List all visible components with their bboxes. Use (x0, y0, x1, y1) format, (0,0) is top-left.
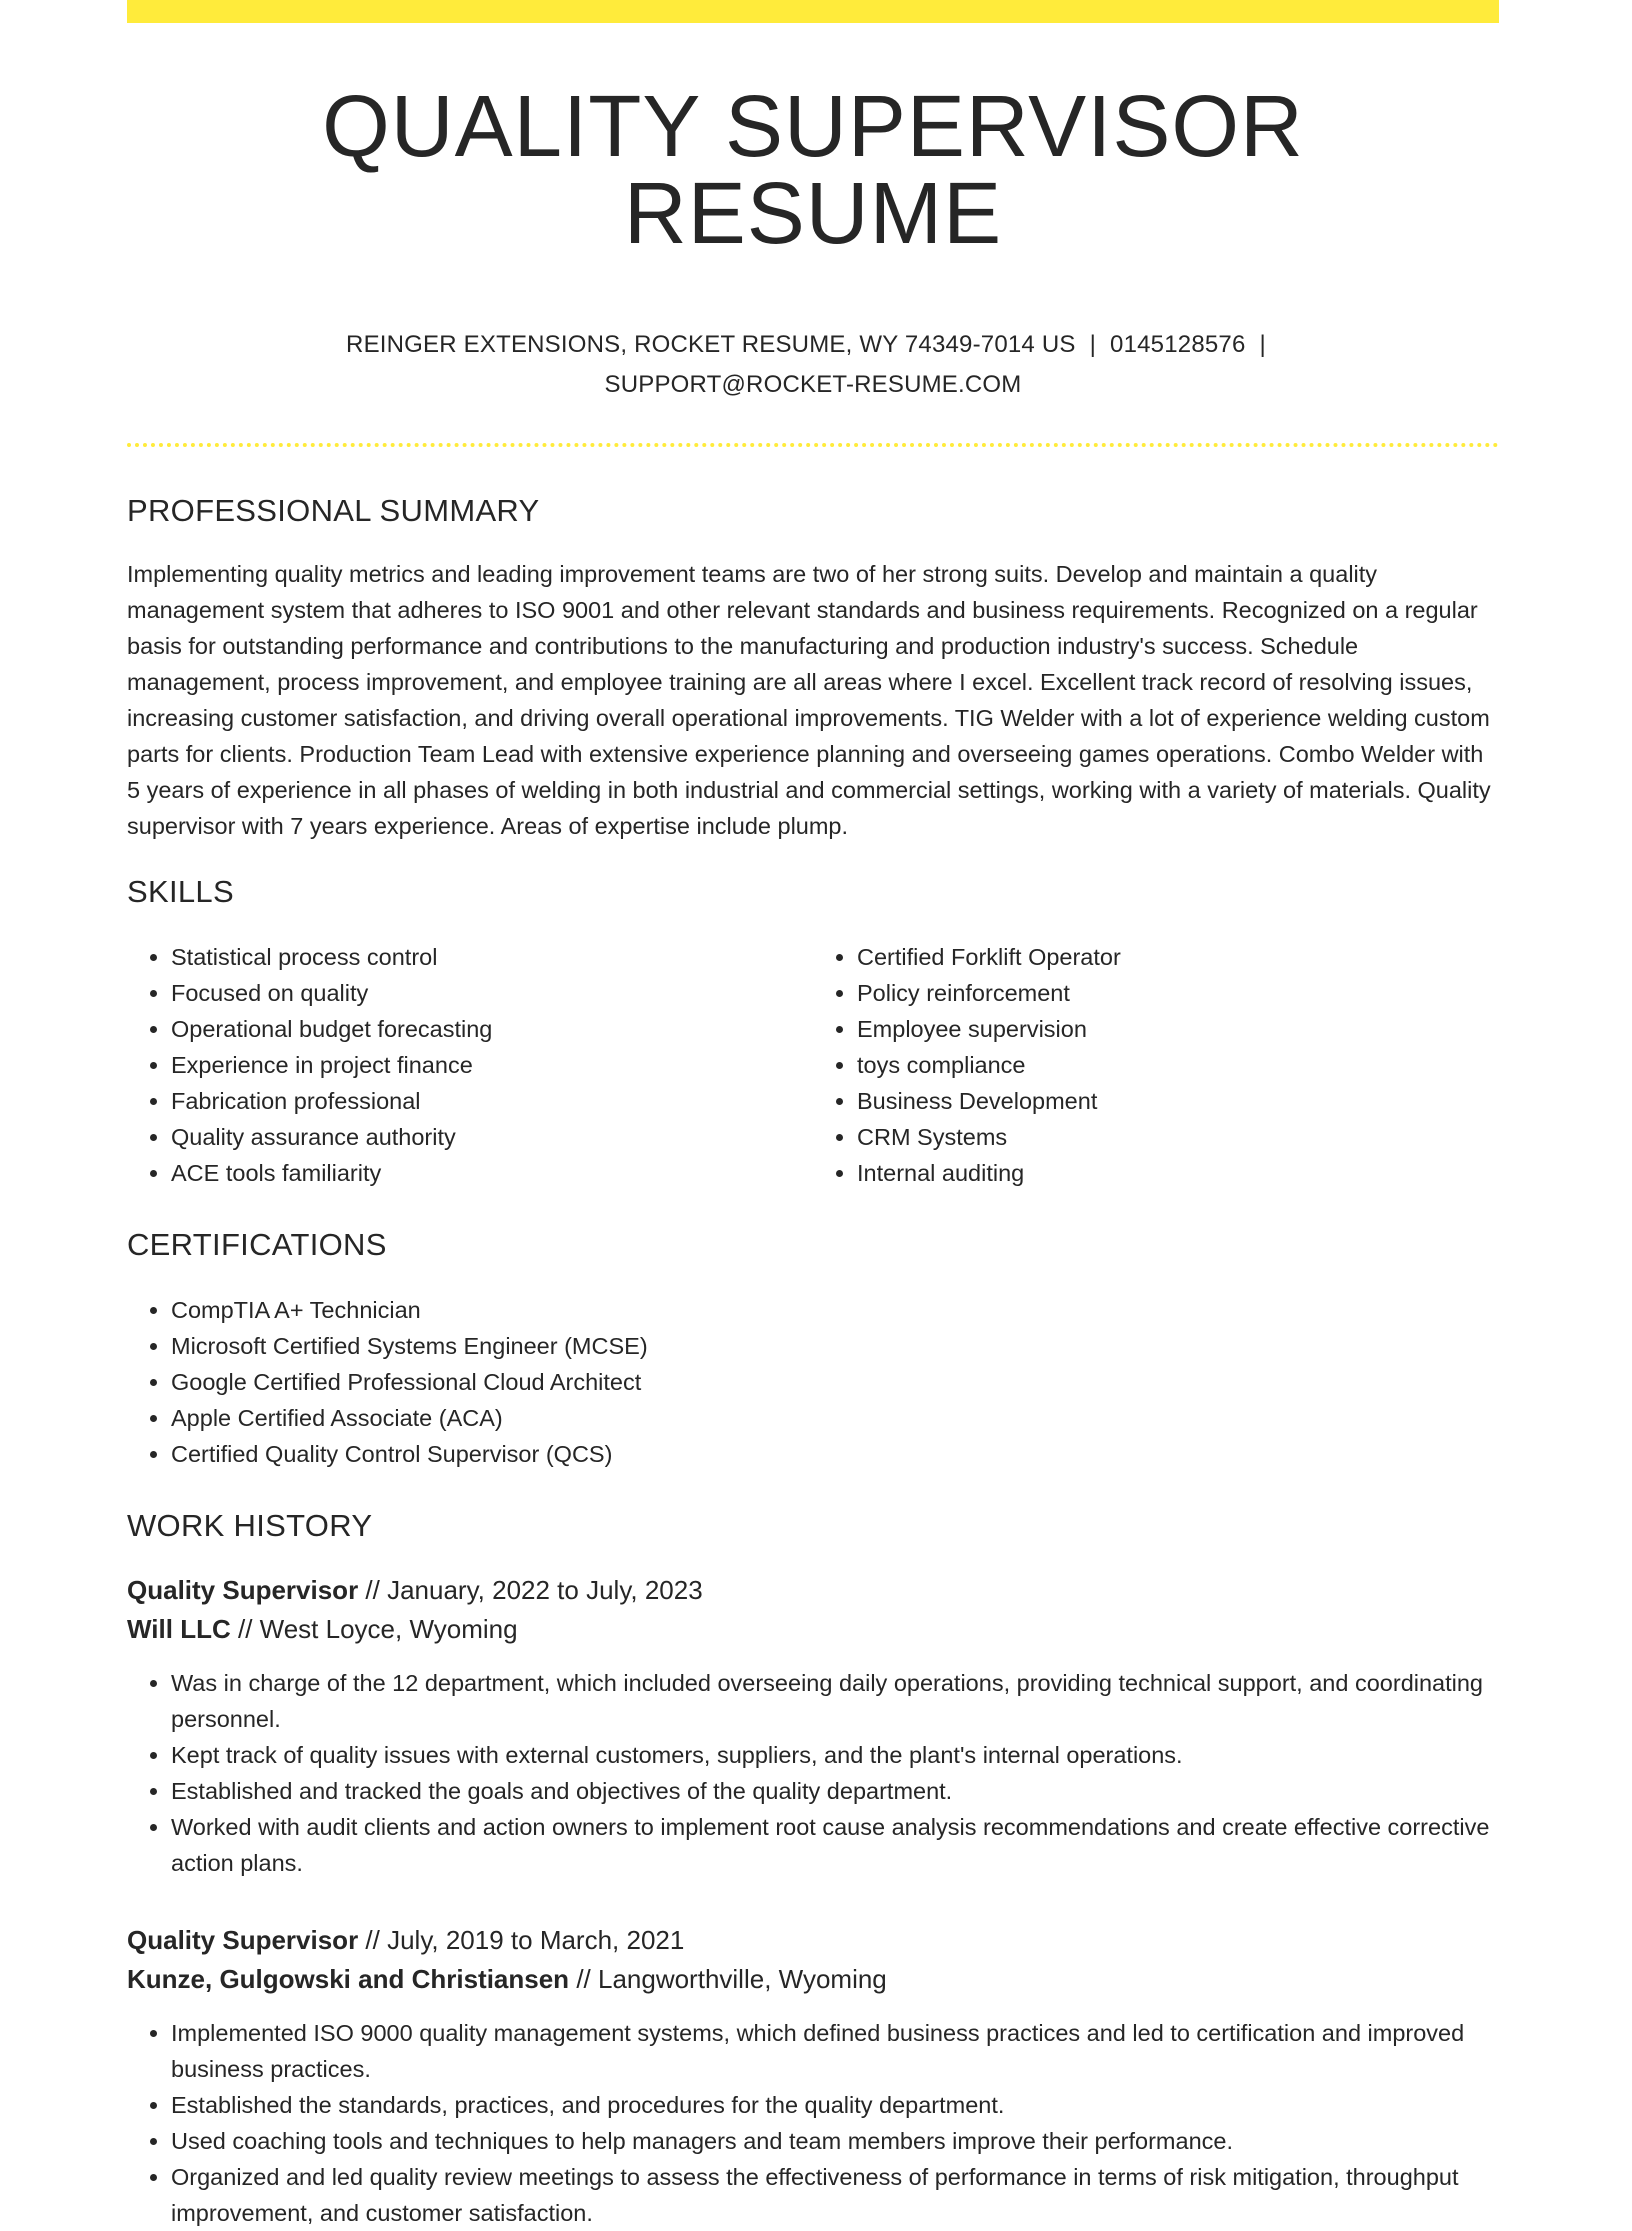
job-role-line (127, 1921, 1499, 1960)
top-accent-bar (127, 0, 1499, 23)
job-location: // West Loyce, Wyoming (237, 1614, 518, 1644)
certification-item: • Apple Certified Associate (ACA) (171, 1400, 1499, 1436)
job-bullet: • Worked with audit clients and action owners to implement root cause analysis recommendations and create effective corrective action plans. (171, 1809, 1499, 1881)
job-company-line (127, 1610, 1499, 1649)
job-bullet: • Implemented ISO 9000 quality management systems, which defined business practices and led to certification and improved business practices. (171, 2015, 1499, 2087)
job-bullet: • Established the standards, practices, and procedures for the quality department. (171, 2087, 1499, 2123)
job-dates: // July, 2019 to March, 2021 (365, 1925, 685, 1955)
job-bullet: • Established and tracked the goals and objectives of the quality department. (171, 1773, 1499, 1809)
contact-separator: | (1089, 331, 1097, 358)
job-role: Quality Supervisor (127, 1925, 359, 1955)
job-bullets (127, 2015, 1499, 2231)
contact-info (127, 325, 1499, 405)
job-dates: // January, 2022 to July, 2023 (365, 1575, 703, 1605)
job-role-line (127, 1571, 1499, 1610)
contact-address: REINGER EXTENSIONS, ROCKET RESUME, WY 74349-7014 US (346, 331, 1076, 358)
job-bullet: • Organized and led quality review meetings to assess the effectiveness of performance in terms of risk mitigation, throughput improvement, and customer satisfaction. (171, 2159, 1499, 2231)
contact-email: SUPPORT@ROCKET-RESUME.COM (604, 371, 1022, 398)
work-history-heading: WORK HISTORY (127, 1508, 373, 1543)
skill-item: • Quality assurance authority (171, 1119, 813, 1155)
job-entry (127, 1571, 1499, 1881)
job-bullet: • Kept track of quality issues with external customers, suppliers, and the plant's internal operations. (171, 1737, 1499, 1773)
contact-phone: 0145128576 (1110, 331, 1246, 358)
skill-item: • Statistical process control (171, 939, 813, 975)
skill-item: • Certified Forklift Operator (857, 939, 1499, 975)
skill-item: • Internal auditing (857, 1155, 1499, 1191)
job-bullet: • Used coaching tools and techniques to help managers and team members improve their performance. (171, 2123, 1499, 2159)
job-company: Kunze, Gulgowski and Christiansen (127, 1964, 570, 1994)
page-title: QUALITY SUPERVISOR RESUME (322, 78, 1304, 262)
summary-heading: PROFESSIONAL SUMMARY (127, 493, 540, 528)
job-company: Will LLC (127, 1614, 231, 1644)
skills-heading: SKILLS (127, 874, 234, 909)
certification-item: • Certified Quality Control Supervisor (QCS) (171, 1436, 1499, 1472)
skill-item: • Experience in project finance (171, 1047, 813, 1083)
job-bullet: • Was in charge of the 12 department, which included overseeing daily operations, providing technical support, and coordinating personnel. (171, 1665, 1499, 1737)
skill-item: • Focused on quality (171, 975, 813, 1011)
skill-item: • Operational budget forecasting (171, 1011, 813, 1047)
job-role: Quality Supervisor (127, 1575, 359, 1605)
job-bullets (127, 1665, 1499, 1881)
certification-item: • Google Certified Professional Cloud Architect (171, 1364, 1499, 1400)
certification-item: • Microsoft Certified Systems Engineer (MCSE) (171, 1328, 1499, 1364)
job-entry (127, 1921, 1499, 2231)
contact-separator: | (1259, 331, 1266, 358)
job-company-line (127, 1960, 1499, 1999)
skills-columns (127, 939, 1499, 1191)
certification-item: • CompTIA A+ Technician (171, 1292, 1499, 1328)
skill-item: • Fabrication professional (171, 1083, 813, 1119)
job-location: // Langworthville, Wyoming (576, 1964, 887, 1994)
skill-item: • ACE tools familiarity (171, 1155, 813, 1191)
skill-item: • Business Development (857, 1083, 1499, 1119)
summary-text: Implementing quality metrics and leading improvement teams are two of her strong suits. Develop and maintain a quality management system that adheres to ISO 9001 and other relevant standards and business requirements. Recognized on a regular basis for outstanding performance and contributions to the manufacturing and production industry's success. Schedule management, process improvement, and employee training are all areas where I excel. Excellent track record of resolving issues, increasing customer satisfaction, and driving overall operational improvements. TIG Welder with a lot of experience welding custom parts for clients. Production Team Lead with extensive experience planning and overseeing games operations. Combo Welder with 5 years of experience in all phases of welding in both industrial and commercial settings, working with a variety of materials. Quality supervisor with 7 years experience. Areas of expertise include plump. (127, 561, 1491, 839)
skills-list-right (813, 939, 1499, 1191)
skill-item: • CRM Systems (857, 1119, 1499, 1155)
skills-list-left (127, 939, 813, 1191)
skill-item: • Employee supervision (857, 1011, 1499, 1047)
certifications-heading: CERTIFICATIONS (127, 1227, 387, 1262)
resume-page (127, 0, 1499, 2231)
certifications-list (127, 1292, 1499, 1472)
dotted-divider (127, 443, 1499, 447)
skill-item: • toys compliance (857, 1047, 1499, 1083)
skill-item: • Policy reinforcement (857, 975, 1499, 1011)
